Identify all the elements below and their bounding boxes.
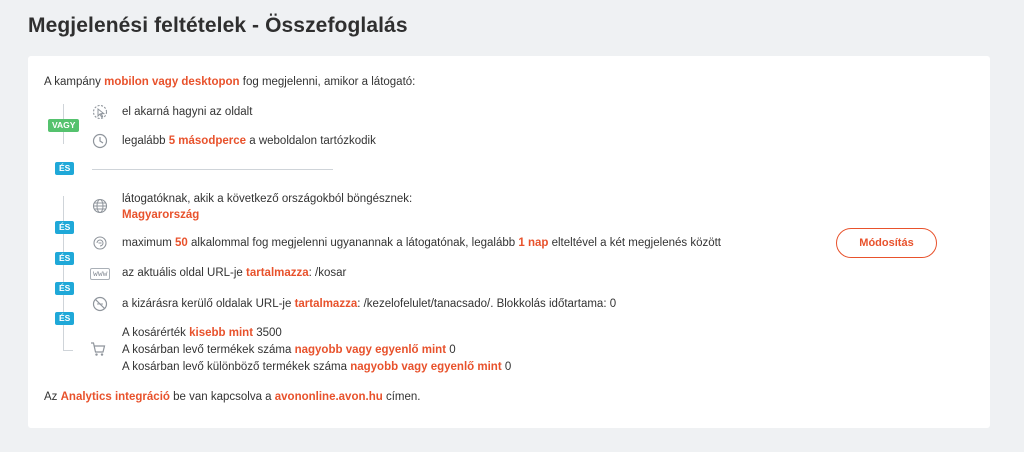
and-badge: ÉS (55, 312, 74, 325)
frequency-icon (92, 235, 108, 251)
analytics-domain: avononline.avon.hu (274, 391, 383, 403)
summary-card (28, 56, 990, 428)
edit-button[interactable]: Módosítás (836, 228, 937, 258)
and-badge: ÉS (55, 282, 74, 295)
and-connector-end (63, 350, 73, 351)
and-badge: ÉS (55, 221, 74, 234)
countries-text: látogatóknak, akik a következő országokból böngésznek: (122, 193, 413, 205)
cart-condition-row: A kosárban levő különböző termékek száma nagyobb vagy egyenlő mint 0 (122, 361, 512, 373)
cursor-exit-icon (92, 104, 108, 120)
and-badge: ÉS (55, 252, 74, 265)
analytics-text: Az Analytics integráció be van kapcsolva a avononline.avon.hu címen. (44, 391, 421, 403)
frequency-text: maximum 50 alkalommal fog megjelenni ugyanannak a látogatónak, legalább 1 nap elteltével a két megjelenés között (122, 237, 722, 249)
clock-icon (92, 133, 108, 149)
group-divider (92, 169, 333, 170)
page-title: Megjelenési feltételek - Összefoglalás (28, 14, 408, 37)
intro-text: A kampány mobilon vagy desktopon fog megjelenni, amikor a látogató: (44, 76, 416, 88)
www-icon: www (90, 268, 110, 280)
cart-icon (90, 341, 106, 357)
or-badge: VAGY (48, 119, 79, 132)
cart-condition-row: A kosárban levő termékek száma nagyobb vagy egyenlő mint 0 (122, 344, 456, 356)
globe-icon (92, 198, 108, 214)
exit-intent-text: el akarná hagyni az oldalt (122, 106, 253, 118)
time-on-site-text: legalább 5 másodperce a weboldalon tartózkodik (122, 135, 376, 147)
analytics-name: Analytics integráció (60, 391, 170, 403)
and-connector (63, 196, 64, 350)
country-value: Magyarország (122, 209, 200, 221)
url-exclude-text: a kizárásra kerülő oldalak URL-je tartalmazza: /kezelofelulet/tanacsado/. Blokkolás időtartama: 0 (122, 298, 617, 310)
blocked-icon (92, 296, 108, 312)
cart-condition-row: A kosárérték kisebb mint 3500 (122, 327, 282, 339)
url-include-text: az aktuális oldal URL-je tartalmazza: /kosar (122, 267, 347, 279)
and-badge: ÉS (55, 162, 74, 175)
device-highlight: mobilon vagy desktopon (104, 76, 240, 88)
